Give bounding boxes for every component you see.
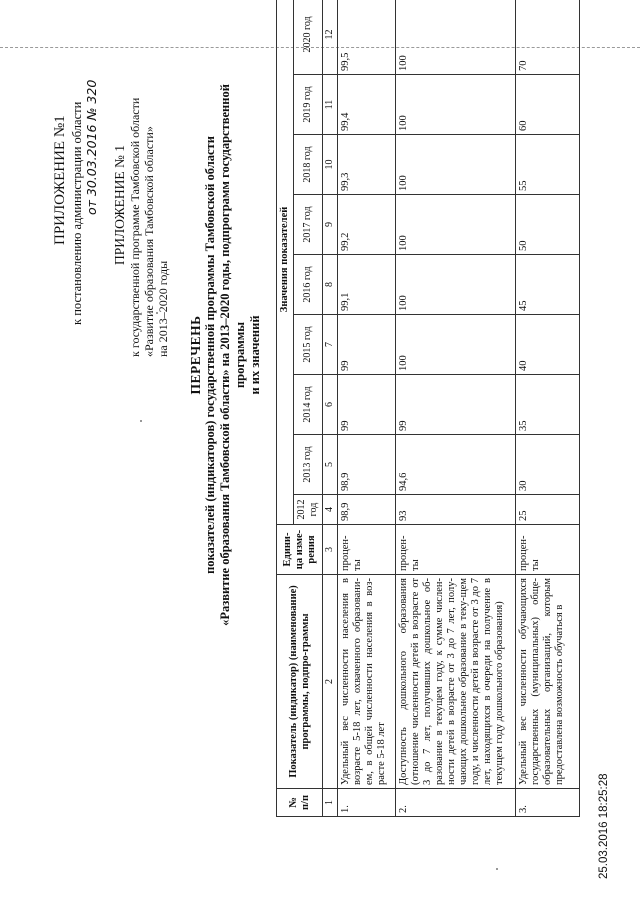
value-cell: 99,4 — [338, 75, 396, 135]
table-row — [516, 0, 580, 817]
column-number: 7 — [323, 315, 338, 375]
row-number: 1. — [338, 789, 396, 817]
indicator-text: Доступность дошкольного образования (отношение численности детей в возрасте от 3 до 7 лет, получивших дошкольное об-разование в текущем году, к сумме числен-ности детей в возрасте от 3 до 7 лет, полу-чающих дошкольное образование в теку-щем году, и численности детей в возрасте от 3 до 7 лет, находящихся в очереди на получение в текущем году дошкольного образования) — [396, 575, 516, 789]
value-cell: 99 — [396, 375, 516, 435]
column-number: 4 — [323, 495, 338, 525]
column-number: 10 — [323, 135, 338, 195]
value-cell: 99,3 — [338, 135, 396, 195]
header-num: № п/п — [277, 789, 323, 817]
indicator-text: Удельный вес численности населения в возрасте 5-18 лет, охваченного образовани-ем, в общей численности населения в воз-расте 5-18 лет — [338, 575, 396, 789]
value-cell: 99 — [338, 375, 396, 435]
indicator-text: Удельный вес численности обучающихся государственных (муниципальных) обще-образовательных организаций, которым предоставлена возможность обучаться в — [516, 575, 580, 789]
value-cell: 30 — [516, 435, 580, 495]
value-cell: 99,1 — [338, 255, 396, 315]
column-number: 5 — [323, 435, 338, 495]
heading-line1: показателей (индикаторов) государственной программы Тамбовской области — [203, 136, 217, 574]
document-heading — [188, 75, 263, 635]
table-row — [338, 0, 396, 817]
value-cell: 98,9 — [338, 495, 396, 525]
value-cell: 100 — [396, 0, 516, 75]
value-cell: 45 — [516, 255, 580, 315]
header-row-1 — [277, 0, 294, 817]
header-year: 2018 год — [294, 135, 323, 195]
value-cell: 99 — [338, 315, 396, 375]
column-number: 9 — [323, 195, 338, 255]
row-number: 3. — [516, 789, 580, 817]
value-cell: 93 — [396, 495, 516, 525]
indicators-table — [276, 0, 580, 817]
column-number: 8 — [323, 255, 338, 315]
appendix2-line3: на 2013–2020 годы — [156, 260, 170, 357]
value-cell: 100 — [396, 135, 516, 195]
value-cell: 100 — [396, 315, 516, 375]
column-number-row — [323, 0, 338, 817]
appendix1-decree-line: к постановлению администрации области — [70, 101, 84, 325]
row-number: 2. — [396, 789, 516, 817]
header-indicator: Показатель (индикатор) (наименование) программы, подпро-граммы — [277, 575, 323, 789]
header-year: 2020 год — [294, 0, 323, 75]
value-cell: 99,2 — [338, 195, 396, 255]
handwritten-date-number: от 30.03.2016 № 320 — [84, 79, 99, 215]
heading-line3: и их значений — [248, 315, 262, 395]
column-number: 3 — [323, 525, 338, 575]
heading-line2: «Развитие образования Тамбовской области» на 2013–2020 годы, подпрограмм государственной программы — [218, 84, 247, 626]
value-cell: 40 — [516, 315, 580, 375]
header-values-group: Значения показателей — [277, 0, 294, 525]
column-number: 2 — [323, 575, 338, 789]
value-cell: 70 — [516, 0, 580, 75]
print-timestamp: 25.03.2016 18:25:28 — [598, 773, 610, 879]
column-number: 6 — [323, 375, 338, 435]
unit-cell: процен-ты — [516, 525, 580, 575]
appendix1-title: ПРИЛОЖЕНИЕ №1 — [52, 115, 68, 245]
value-cell: 99,5 — [338, 0, 396, 75]
value-cell: 50 — [516, 195, 580, 255]
value-cell: 60 — [516, 75, 580, 135]
value-cell: 55 — [516, 135, 580, 195]
unit-cell: процен-ты — [396, 525, 516, 575]
column-number: 12 — [323, 0, 338, 75]
table-row — [396, 0, 516, 817]
column-number: 11 — [323, 75, 338, 135]
column-number: 1 — [323, 789, 338, 817]
header-year: 2017 год — [294, 195, 323, 255]
value-cell: 94,6 — [396, 435, 516, 495]
value-cell: 98,9 — [338, 435, 396, 495]
header-year: 2016 год — [294, 255, 323, 315]
appendix2-line1: к государственной программе Тамбовской области — [128, 97, 142, 357]
header-year: 2015 год — [294, 315, 323, 375]
header-year: 2013 год — [294, 435, 323, 495]
value-cell: 100 — [396, 255, 516, 315]
value-cell: 100 — [396, 75, 516, 135]
appendix2-title: ПРИЛОЖЕНИЕ № 1 — [112, 144, 127, 265]
value-cell: 100 — [396, 195, 516, 255]
header-year: 2012 год — [294, 495, 323, 525]
unit-cell: процен-ты — [338, 525, 396, 575]
header-unit: Едини-ца изме-рения — [277, 525, 323, 575]
value-cell: 25 — [516, 495, 580, 525]
header-year: 2014 год — [294, 375, 323, 435]
value-cell: 35 — [516, 375, 580, 435]
header-year: 2019 год — [294, 75, 323, 135]
heading-title: ПЕРЕЧЕНЬ — [188, 315, 203, 395]
appendix2-line2: «Развитие образования Тамбовской области» — [142, 126, 156, 357]
